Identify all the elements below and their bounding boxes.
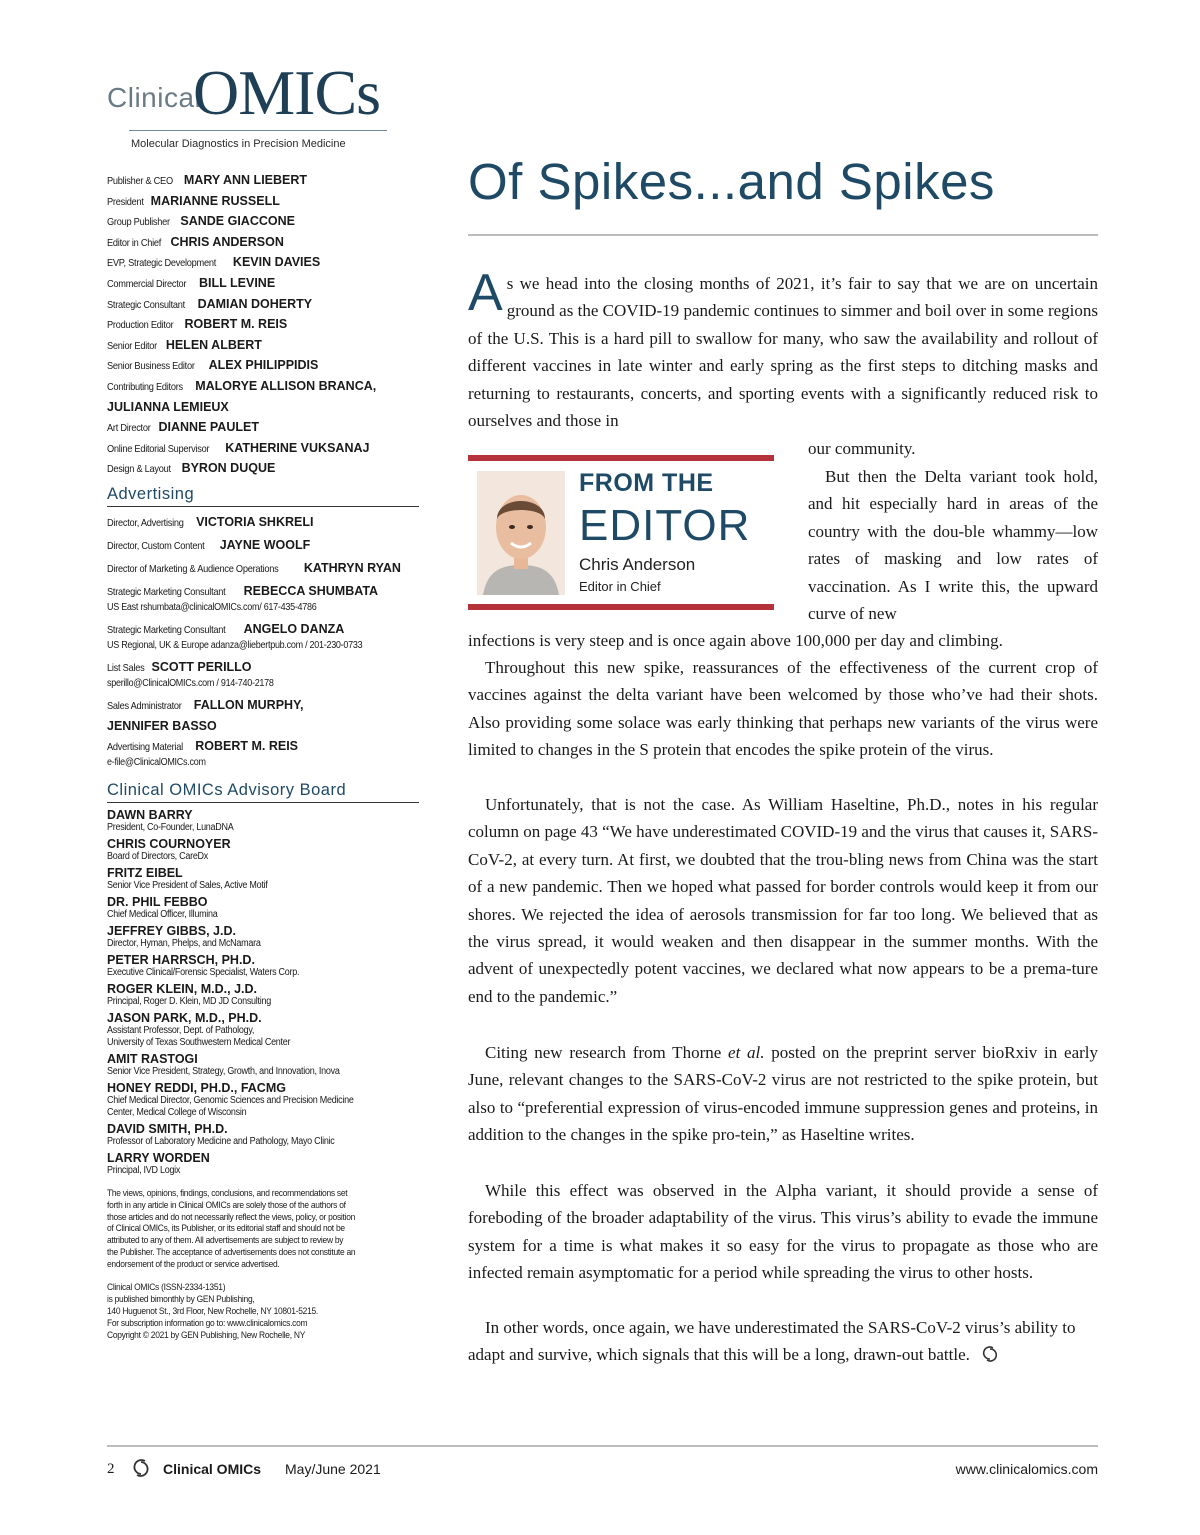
footer-website[interactable]: www.clinicalomics.com xyxy=(955,1461,1098,1477)
advisor-title: University of Texas Southwestern Medical Center xyxy=(107,1036,291,1048)
staff-name: KATHERINE VUKSANAJ xyxy=(225,440,370,455)
ad-role: Advertising Material xyxy=(107,740,183,753)
ad-entry-continued xyxy=(107,716,419,736)
logo-tagline: Molecular Diagnostics in Precision Medicine xyxy=(131,138,346,150)
staff-entry xyxy=(107,273,419,294)
paragraph-text: infections is very steep and is once again above 100,000 per day and climbing. xyxy=(468,631,1003,650)
advisor-name: JASON PARK, M.D., PH.D. xyxy=(107,1010,262,1025)
title-divider xyxy=(468,234,1098,236)
advisor-name: DR. PHIL FEBBO xyxy=(107,894,208,909)
disclaimer-line: forth in any article in Clinical OMICs are solely those of the authors of xyxy=(107,1198,346,1210)
disclaimer-line: those articles and do not necessarily reflect the views, policy, or position xyxy=(107,1210,356,1222)
article-paragraph-7 xyxy=(468,1314,1098,1369)
ad-name: KATHRYN RYAN xyxy=(303,560,401,575)
logo-prefix: Clinical xyxy=(107,82,202,113)
advertising-list xyxy=(107,512,419,769)
ad-role: Director, Custom Content xyxy=(107,539,205,552)
staff-entry xyxy=(107,438,419,459)
staff-entry xyxy=(107,191,419,212)
disclaimer-line: the Publisher. The acceptance of advertisements does not constitute an xyxy=(107,1245,356,1257)
staff-entry xyxy=(107,170,419,191)
ad-entry xyxy=(107,581,419,602)
ad-role: Strategic Marketing Consultant xyxy=(107,585,226,598)
staff-name: BYRON DUQUE xyxy=(181,461,276,476)
ad-entry xyxy=(107,558,419,579)
article-paragraph-5 xyxy=(468,1039,1098,1149)
editor-name: Chris Anderson xyxy=(579,555,696,574)
editor-photo xyxy=(477,471,565,595)
paragraph-text: s we head into the closing months of 2021, it’s fair to say that we are on uncertain ground as the COVID-19 pandemic continues to simmer and boil over in some regions of the U.S. This is a hard pill to swallow for many, who saw the availability and rollout of different vaccines in late winter and early spring as the first steps to ditching masks and returning to restaurants, concerts, and sporting events with a significantly reduced risk to ourselves and those in xyxy=(468,274,1098,431)
pubinfo-line: Clinical OMICs (ISSN-2334-1351) xyxy=(107,1281,226,1293)
ad-name: SCOTT PERILLO xyxy=(151,659,252,674)
ad-contact: sperillo@ClinicalOMICs.com / 914-740-2178 xyxy=(107,677,274,689)
staff-role: Senior Editor xyxy=(107,339,157,352)
editor-box-kicker: FROM THE xyxy=(579,469,714,497)
footer-divider xyxy=(107,1445,1098,1447)
ad-entry xyxy=(107,619,419,640)
staff-entry xyxy=(107,211,419,232)
advisor-title: Board of Directors, CareDx xyxy=(107,850,209,862)
publication-info xyxy=(107,1281,404,1340)
staff-entry xyxy=(107,294,419,315)
article-paragraph-2-rest xyxy=(468,627,1098,654)
ad-contact: US Regional, UK & Europe adanza@liebertpub.com / 201-230-0733 xyxy=(107,639,363,651)
ad-name: JENNIFER BASSO xyxy=(107,718,217,733)
advisor-name: HONEY REDDI, PH.D., FACMG xyxy=(107,1080,286,1095)
clinical-omics-logo xyxy=(107,57,407,157)
ad-name: REBECCA SHUMBATA xyxy=(243,583,379,598)
advisory-heading: Clinical OMICs Advisory Board xyxy=(107,781,419,803)
pubinfo-line: For subscription information go to: www.clinicalomics.com xyxy=(107,1316,308,1328)
article-paragraph-2-wrap xyxy=(808,463,1098,627)
staff-role: Commercial Director xyxy=(107,277,187,290)
advisory-list xyxy=(107,808,419,1177)
ad-entry xyxy=(107,736,419,757)
advisor-name: CHRIS COURNOYER xyxy=(107,836,231,851)
clinical-omics-mark-icon xyxy=(130,1457,152,1479)
staff-entry xyxy=(107,335,419,356)
staff-role: Group Publisher xyxy=(107,216,170,229)
logo-rule xyxy=(129,130,387,131)
staff-name: MALORYE ALLISON BRANCA, xyxy=(195,378,377,393)
staff-name: HELEN ALBERT xyxy=(165,337,262,352)
editor-box-top-bar xyxy=(468,455,774,461)
paragraph-text: posted on the preprint server bioRxiv in early June, relevant changes to the SARS-CoV-2 virus are not restricted to the spike protein, but also to “preferential expression of virus-encoded immune suppression genes and proteins, in addition to the changes in the spike pro-tein,” as Haseltine writes. xyxy=(468,1043,1099,1145)
article-paragraph-4 xyxy=(468,791,1098,1010)
advisor-name: ROGER KLEIN, M.D., J.D. xyxy=(107,981,258,996)
ad-name: ANGELO DANZA xyxy=(243,621,345,636)
advisor-title: Executive Clinical/Forensic Specialist, Waters Corp. xyxy=(107,966,300,978)
masthead-column xyxy=(107,170,419,1340)
ad-role: Director, Advertising xyxy=(107,516,184,529)
advisor-title: Center, Medical College of Wisconsin xyxy=(107,1106,247,1118)
staff-role: Publisher & CEO xyxy=(107,175,173,187)
ad-entry xyxy=(107,695,419,716)
paragraph-text: Unfortunately, that is not the case. As William Haseltine, Ph.D., notes in his regular column on page 43 “We have underestimated COVID-19 and the virus that causes it, SARS-CoV-2, at every turn. At first, we doubted that the trou-bling news from China was the start of a new pandemic. Then we hoped what passed for border controls would keep it from our shores. We rejected the idea of aerosols transmission for far too long. We believed that as the virus spread, it would weaken and then disappear in the summer months. With the advent of unexpectedly potent vaccines, we declared what now appears to be a prema-ture end to the pandemic.” xyxy=(468,795,1098,1006)
paragraph-text: Citing new research from Thorne xyxy=(485,1043,729,1062)
pubinfo-line: 140 Huguenot St., 3rd Floor, New Rochelle, NY 10801-5215. xyxy=(107,1305,319,1317)
footer-issue-date: May/June 2021 xyxy=(285,1461,381,1477)
staff-name: SANDE GIACCONE xyxy=(180,214,295,229)
staff-list xyxy=(107,170,419,479)
article-title: Of Spikes...and Spikes xyxy=(468,153,995,210)
staff-role: Production Editor xyxy=(107,319,174,332)
staff-role: EVP, Strategic Development xyxy=(107,257,217,270)
advisor-name: AMIT RASTOGI xyxy=(107,1051,198,1066)
staff-entry xyxy=(107,458,419,479)
staff-name: KEVIN DAVIES xyxy=(232,255,321,270)
from-the-editor-box xyxy=(468,455,774,610)
advisor-name: FRITZ EIBEL xyxy=(107,865,183,880)
advisor-name: DAWN BARRY xyxy=(107,807,193,822)
drop-cap: A xyxy=(468,264,503,322)
advisor-title: Senior Vice President of Sales, Active Motif xyxy=(107,879,268,891)
paragraph-text-italic: et al. xyxy=(728,1043,765,1062)
staff-entry xyxy=(107,376,419,397)
ad-name: FALLON MURPHY, xyxy=(193,697,304,712)
advisor-title: Chief Medical Director, Genomic Sciences and Precision Medicine xyxy=(107,1094,354,1106)
ad-name: ROBERT M. REIS xyxy=(195,738,299,753)
logo-main: OMICs xyxy=(193,57,381,128)
staff-name: DIANNE PAULET xyxy=(158,420,259,435)
staff-entry xyxy=(107,232,419,253)
pubinfo-line: Copyright © 2021 by GEN Publishing, New Rochelle, NY xyxy=(107,1328,306,1340)
staff-entry xyxy=(107,355,419,376)
advisor-title: Chief Medical Officer, Illumina xyxy=(107,908,218,920)
paragraph-text: While this effect was observed in the Alpha variant, it should provide a sense of foreboding of the broader adaptability of the virus. This virus’s ability to evade the immune system for a time is what makes it so easy for the virus to propagate as those who are infected remain asymptomatic for a period while spreading the virus to other hosts. xyxy=(468,1181,1098,1283)
advisor-name: PETER HARRSCH, PH.D. xyxy=(107,952,255,967)
ad-contact: US East rshumbata@clinicalOMICs.com/ 617-435-4786 xyxy=(107,601,317,613)
advisor-title: Assistant Professor, Dept. of Pathology, xyxy=(107,1024,255,1036)
disclaimer xyxy=(107,1187,404,1270)
article-paragraph-1-tail xyxy=(808,435,1098,462)
disclaimer-line: endorsement of the product or service advertised. xyxy=(107,1257,280,1269)
ad-contact: e-file@ClinicalOMICs.com xyxy=(107,756,206,768)
staff-entry-continued xyxy=(107,397,419,418)
ad-entry xyxy=(107,535,419,556)
staff-name: MARIANNE RUSSELL xyxy=(150,193,280,208)
ad-role: Sales Administrator xyxy=(107,699,182,712)
staff-role: Editor in Chief xyxy=(107,236,162,249)
ad-role: Director of Marketing & Audience Operations xyxy=(107,562,279,575)
staff-role: Online Editorial Supervisor xyxy=(107,442,210,455)
paragraph-text: Throughout this new spike, reassurances of the effectiveness of the current crop of vaccines against the delta variant have been welcomed by those who’ve had their shots. Also providing some solace was early thinking that perhaps new variants of the virus were limited to changes in the S protein that encodes the spike protein of the virus. xyxy=(468,658,1098,760)
ad-entry xyxy=(107,657,419,678)
paragraph-text: In other words, once again, we have underestimated the SARS-CoV-2 virus’s ability to adapt and survive, which signals that this will be a long, drawn-out battle. xyxy=(468,1318,1076,1365)
staff-role: President xyxy=(107,195,144,208)
advisor-title: Director, Hyman, Phelps, and McNamara xyxy=(107,937,261,949)
end-mark-icon xyxy=(980,1344,1000,1364)
paragraph-text: But then the Delta variant took hold, and hit especially hard in areas of the country with the dou-ble whammy—low rates of masking and low rates of vaccination. As I write this, the upward curve of new xyxy=(808,467,1098,624)
staff-role: Art Director xyxy=(107,422,151,435)
pubinfo-line: is published bimonthly by GEN Publishing, xyxy=(107,1293,255,1305)
advertising-heading: Advertising xyxy=(107,485,419,507)
staff-name: CHRIS ANDERSON xyxy=(170,234,284,249)
staff-role: Contributing Editors xyxy=(107,380,183,393)
staff-role: Strategic Consultant xyxy=(107,298,185,311)
staff-name: MARY ANN LIEBERT xyxy=(183,173,308,187)
staff-entry xyxy=(107,252,419,273)
staff-role: Design & Layout xyxy=(107,463,171,476)
article-paragraph-1 xyxy=(468,264,1098,434)
advisor-name: DAVID SMITH, PH.D. xyxy=(107,1121,228,1136)
advisor-title: President, Co-Founder, LunaDNA xyxy=(107,821,234,833)
disclaimer-line: attributed to any of them. All advertisements are subject to review by xyxy=(107,1234,344,1246)
advisor-name: JEFFREY GIBBS, J.D. xyxy=(107,923,236,938)
staff-entry xyxy=(107,314,419,335)
page-number: 2 xyxy=(107,1461,115,1477)
staff-name: BILL LEVINE xyxy=(198,275,276,290)
editor-role: Editor in Chief xyxy=(579,579,661,594)
ad-entry xyxy=(107,512,419,533)
staff-name: ROBERT M. REIS xyxy=(184,317,288,332)
staff-name: DAMIAN DOHERTY xyxy=(197,296,313,311)
article-paragraph-6 xyxy=(468,1177,1098,1287)
ad-role: List Sales xyxy=(107,661,145,674)
ad-name: VICTORIA SHKRELI xyxy=(196,514,314,529)
staff-entry xyxy=(107,417,419,438)
editor-box-bottom-bar xyxy=(468,604,774,610)
advisor-title: Principal, Roger D. Klein, MD JD Consulting xyxy=(107,995,271,1007)
editor-box-heading: EDITOR xyxy=(579,501,751,550)
paragraph-text: our community. xyxy=(808,439,916,458)
disclaimer-line: The views, opinions, findings, conclusions, and recommendations set xyxy=(107,1186,348,1198)
advisor-title: Principal, IVD Logix xyxy=(107,1164,181,1176)
advisor-title: Professor of Laboratory Medicine and Pathology, Mayo Clinic xyxy=(107,1135,335,1147)
advisor-title: Senior Vice President, Strategy, Growth, and Innovation, Inova xyxy=(107,1065,340,1077)
ad-role: Strategic Marketing Consultant xyxy=(107,623,226,636)
article-paragraph-3 xyxy=(468,654,1098,764)
disclaimer-line: of Clinical OMICs, its Publisher, or its editorial staff and should not be xyxy=(107,1222,345,1234)
staff-name: ALEX PHILIPPIDIS xyxy=(208,358,319,373)
staff-role: Senior Business Editor xyxy=(107,360,195,373)
staff-name: JULIANNA LEMIEUX xyxy=(107,399,229,414)
advisor-name: LARRY WORDEN xyxy=(107,1150,210,1165)
footer-magazine-name: Clinical OMICs xyxy=(163,1461,262,1477)
ad-name: JAYNE WOOLF xyxy=(219,537,311,552)
